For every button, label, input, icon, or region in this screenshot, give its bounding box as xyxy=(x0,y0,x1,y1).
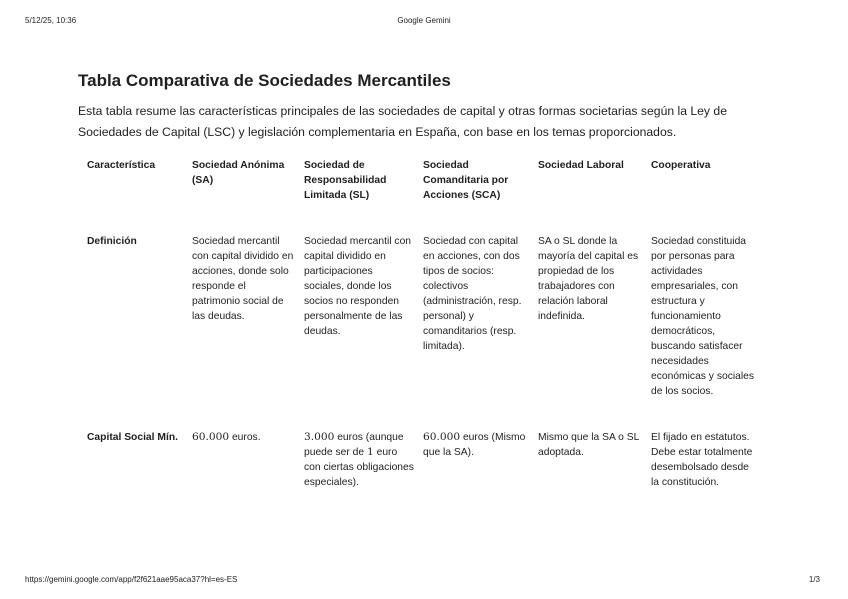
capital-sl-tail: euro con ciertas obligaciones especiales). xyxy=(304,447,414,488)
capital-sl-amount: 3.000 xyxy=(304,431,335,443)
table-header-row xyxy=(83,158,763,234)
capital-sca-amount: 60.000 xyxy=(423,431,461,443)
cell-capital-sca xyxy=(419,430,534,490)
cell-definicion-sl: Sociedad mercantil con capital dividido en participaciones sociales, donde los socios no responden personalmente de las deudas. xyxy=(304,236,412,337)
header-caracteristica: Característica xyxy=(87,160,156,171)
cell-capital-sa xyxy=(188,430,300,490)
capital-sca-text: euros (Mismo que la SA). xyxy=(423,432,526,458)
print-datetime: 5/12/25, 10:36 xyxy=(25,16,77,25)
cell-definicion-sca: Sociedad con capital en acciones, con dos tipos de socios: colectivos (administración, resp. personal) y comanditarios (resp. limitada). xyxy=(423,236,522,352)
table-row-capital xyxy=(83,430,763,490)
header-sa: Sociedad Anónima (SA) xyxy=(192,160,285,186)
capital-sa-amount: 60.000 xyxy=(192,431,230,443)
capital-sa-text: euros. xyxy=(229,432,261,443)
cell-definicion-laboral: SA o SL donde la mayoría del capital es propiedad de los trabajadores con relación laboral indefinida. xyxy=(538,236,639,322)
document-title: Tabla Comparativa de Sociedades Mercantiles xyxy=(78,71,451,90)
header-cooperativa: Cooperativa xyxy=(651,160,711,171)
cell-definicion-sa: Sociedad mercantil con capital dividido en acciones, donde solo responde el patrimonio social de las deudas. xyxy=(192,236,294,322)
print-page-number: 1/3 xyxy=(808,575,820,584)
table-row-definicion xyxy=(83,234,763,430)
print-footer xyxy=(0,575,848,587)
print-page-title: Google Gemini xyxy=(397,16,451,25)
cell-capital-cooperativa: El fijado en estatutos. Debe estar totalmente desembolsado desde la constitución. xyxy=(651,432,753,488)
capital-sl-text: euros (aunque puede ser de xyxy=(304,432,404,458)
row-label-definicion: Definición xyxy=(87,236,137,247)
header-sca: Sociedad Comanditaria por Acciones (SCA) xyxy=(423,160,509,201)
document-content xyxy=(78,70,778,143)
row-label-capital: Capital Social Mín. xyxy=(87,432,178,443)
capital-sl-one: 1 xyxy=(366,446,374,458)
cell-definicion-cooperativa: Sociedad constituida por personas para actividades empresariales, con estructura y funcionamiento democráticos, buscando satisfacer necesidades económicas y sociales de los socios. xyxy=(651,236,755,397)
print-url: https://gemini.google.com/app/f2f621aae95aca37?hl=es-ES xyxy=(25,575,238,584)
print-header xyxy=(0,16,848,28)
header-laboral: Sociedad Laboral xyxy=(538,160,624,171)
cell-capital-sl xyxy=(300,430,419,490)
comparison-table xyxy=(83,158,763,490)
header-sl: Sociedad de Responsabilidad Limitada (SL) xyxy=(304,160,387,201)
cell-capital-laboral: Mismo que la SA o SL adoptada. xyxy=(538,432,639,458)
document-intro: Esta tabla resume las características principales de las sociedades de capital y otras formas societarias según la Ley de Sociedades de Capital (LSC) y legislación complementaria en España, con base en los temas proporcionados. xyxy=(78,104,727,139)
